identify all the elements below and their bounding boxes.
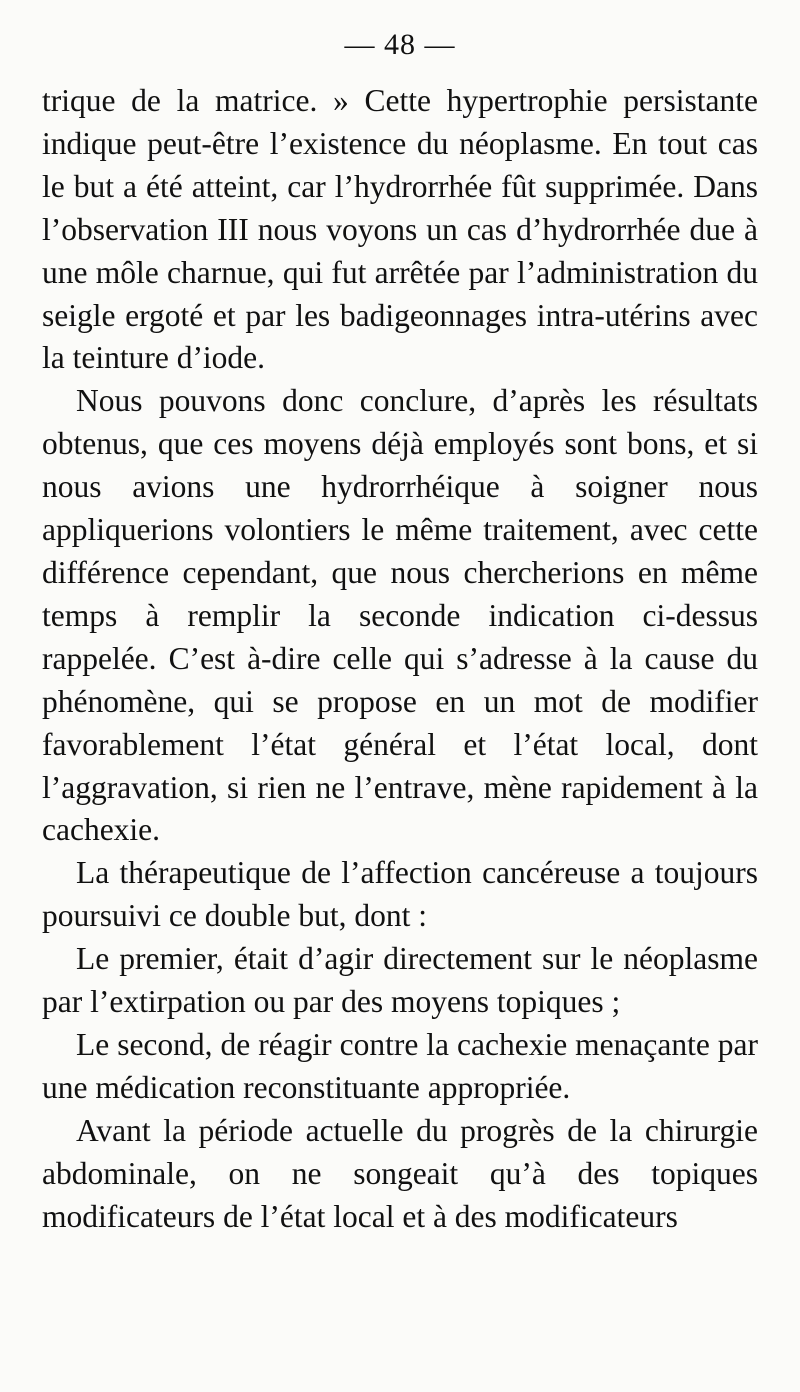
paragraph-conclusion: Nous pouvons donc conclure, d’après les résultats obtenus, que ces moyens déjà employés sont bons, et si nous avions une hydrorrhéique à soigner nous appliquerions volontiers le même traitement, avec cette différence cependant, que nous chercherions en même temps à remplir la seconde indication ci-dessus rappelée. C’est à-dire celle qui s’adresse à la cause du phénomène, qui se propose en un mot de modifier favorablement l’état général et l’état local, dont l’aggravation, si rien ne l’entrave, mène rapidement à la cachexie. (42, 383, 758, 848)
paragraph-therapeutic-goal: La thérapeutique de l’affection cancéreuse a toujours poursuivi ce double but, dont : (42, 855, 758, 934)
body-text (42, 80, 758, 1238)
paragraph-second-aim: Le second, de réagir contre la cachexie menaçante par une médication reconstituante appropriée. (42, 1026, 758, 1105)
paragraph-first-aim: Le premier, était d’agir directement sur le néoplasme par l’extirpation ou par des moyens topiques ; (42, 941, 758, 1020)
page-number: — 48 — (344, 28, 456, 61)
paragraph-continuation: trique de la matrice. » Cette hypertrophie persistante indique peut-être l’existence du néoplasme. En tout cas le but a été atteint, car l’hydrorrhée fût supprimée. Dans l’observation III nous voyons un cas d’hydrorrhée due à une môle charnue, qui fut arrêtée par l’administration du seigle ergoté et par les badigeonnages intra-utérins avec la teinture d’iode. (42, 83, 758, 376)
paragraph-historical-context: Avant la période actuelle du progrès de la chirurgie abdominale, on ne songeait qu’à des topiques modificateurs de l’état local et à des modificateurs (42, 1112, 758, 1234)
